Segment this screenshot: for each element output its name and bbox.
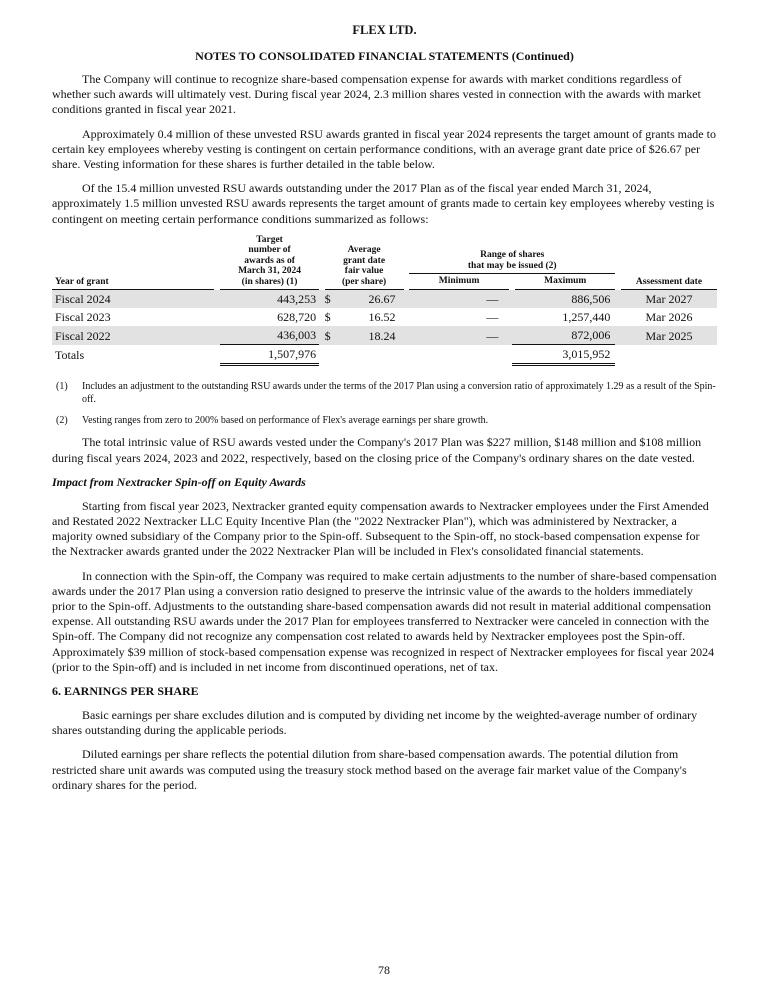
header-target: Target number of awards as of March 31, 2024 (in shares) (1) bbox=[220, 235, 319, 290]
paragraph: Diluted earnings per share reflects the potential dilution from share-based compensation awards. The potential dilution from restricted share unit awards was computed using the treasury stock method based on the average fair market value of the Company's ordinary shares for the period. bbox=[52, 747, 687, 792]
paragraph: The total intrinsic value of RSU awards vested under the Company's 2017 Plan was $227 million, $148 million and $108 million during fiscal years 2024, 2023 and 2022, respectively, based on the closing price of the Company's ordinary shares on the date vested. bbox=[52, 435, 702, 465]
footnote: (1) Includes an adjustment to the outstanding RSU awards under the terms of the 2017 Plan using a conversion ratio of approximately 1.29 as a result of the Spin-off. bbox=[56, 381, 716, 406]
table-row: Fiscal 2023 628,720 $ 16.52 — 1,257,440 Mar 2026 bbox=[55, 310, 693, 325]
totals-row: Totals 1,507,976 3,015,952 bbox=[52, 345, 717, 365]
footnotes bbox=[52, 380, 717, 427]
document-page bbox=[52, 22, 717, 793]
footnote: (2) Vesting ranges from zero to 200% based on performance of Flex's average earnings per share growth. bbox=[56, 415, 489, 427]
section-title: NOTES TO CONSOLIDATED FINANCIAL STATEMENTS (Continued) bbox=[195, 49, 574, 63]
paragraph: The Company will continue to recognize share-based compensation expense for awards with market conditions regardless of whether such awards will ultimately vest. During fiscal year 2024, 2.3 million shares vested in connection with the awards with market conditions granted in fiscal year 2021. bbox=[52, 72, 701, 117]
paragraph: Of the 15.4 million unvested RSU awards outstanding under the 2017 Plan as of the fiscal year ended March 31, 2024, approximately 1.5 million unvested RSU awards represents the target amount of grants made to certain key employees whereby vesting is contingent on meeting certain performance conditions summarized as follows: bbox=[52, 181, 715, 226]
eps-heading: 6. EARNINGS PER SHARE bbox=[52, 683, 199, 698]
paragraph: Starting from fiscal year 2023, Nextracker granted equity compensation awards to Nextracker employees under the First Amended and Restated 2022 Nextracker LLC Equity Incentive Plan (the "2022 Nextracker Plan"), which was administered by Nextracker, a majority owned subsidiary of the Company prior to the Spin-off. Subsequent to the Spin-off, no stock-based compensation expense for the Nextracker awards granted under the 2022 Nextracker Plan will be included in Flex's consolidated financial statements. bbox=[52, 498, 709, 559]
rsu-performance-table bbox=[52, 235, 717, 367]
header-maximum: Maximum bbox=[515, 276, 615, 290]
paragraph: Approximately 0.4 million of these unvested RSU awards granted in fiscal year 2024 represents the target amount of grants made to certain key employees whereby vesting is contingent on certain performance conditions, with an average grant date price of $26.67 per share. Vesting information for these shares is further detailed in the table below. bbox=[52, 126, 716, 172]
header-minimum: Minimum bbox=[409, 276, 509, 290]
page-number: 78 bbox=[378, 963, 390, 977]
table-row: Fiscal 2024 443,253 $ 26.67 — 886,506 Mar 2027 bbox=[52, 290, 717, 309]
company-title: FLEX LTD. bbox=[352, 23, 417, 37]
header-year-of-grant: Year of grant bbox=[52, 235, 214, 290]
header-assessment-date: Assessment date bbox=[621, 235, 717, 290]
header-average-fair-value: Average grant date fair value (per share) bbox=[325, 235, 404, 290]
table-row: Fiscal 2022 436,003 $ 18.24 — 872,006 Mar 2025 bbox=[52, 326, 717, 345]
paragraph: Basic earnings per share excludes dilution and is computed by dividing net income by the weighted-average number of ordinary shares outstanding during the applicable periods. bbox=[52, 707, 698, 738]
header-range: Range of shares that may be issued (2) Minimum Maximum bbox=[409, 235, 615, 290]
impact-heading: Impact from Nextracker Spin-off on Equity Awards bbox=[52, 474, 306, 489]
paragraph: In connection with the Spin-off, the Company was required to make certain adjustments to the number of share-based compensation awards under the 2017 Plan using a conversion ratio designed to preserve the intrinsic value of the awards to the holders immediately prior to the Spin-off. Adjustments to the outstanding share-based compensation awards did not result in material additional compensation expense. All outstanding RSU awards under the 2017 Plan for employees transferred to Nextracker were canceled in connection with the Spin-off. The Company did not recognize any compensation cost related to awards held by Nextracker employees post the Spin-off. Approximately $39 million of stock-based compensation expense was recognized in respect of Nextracker employees for fiscal year 2024 (prior to the Spin-off) and is included in net income from discontinued operations, net of tax. bbox=[52, 568, 717, 674]
